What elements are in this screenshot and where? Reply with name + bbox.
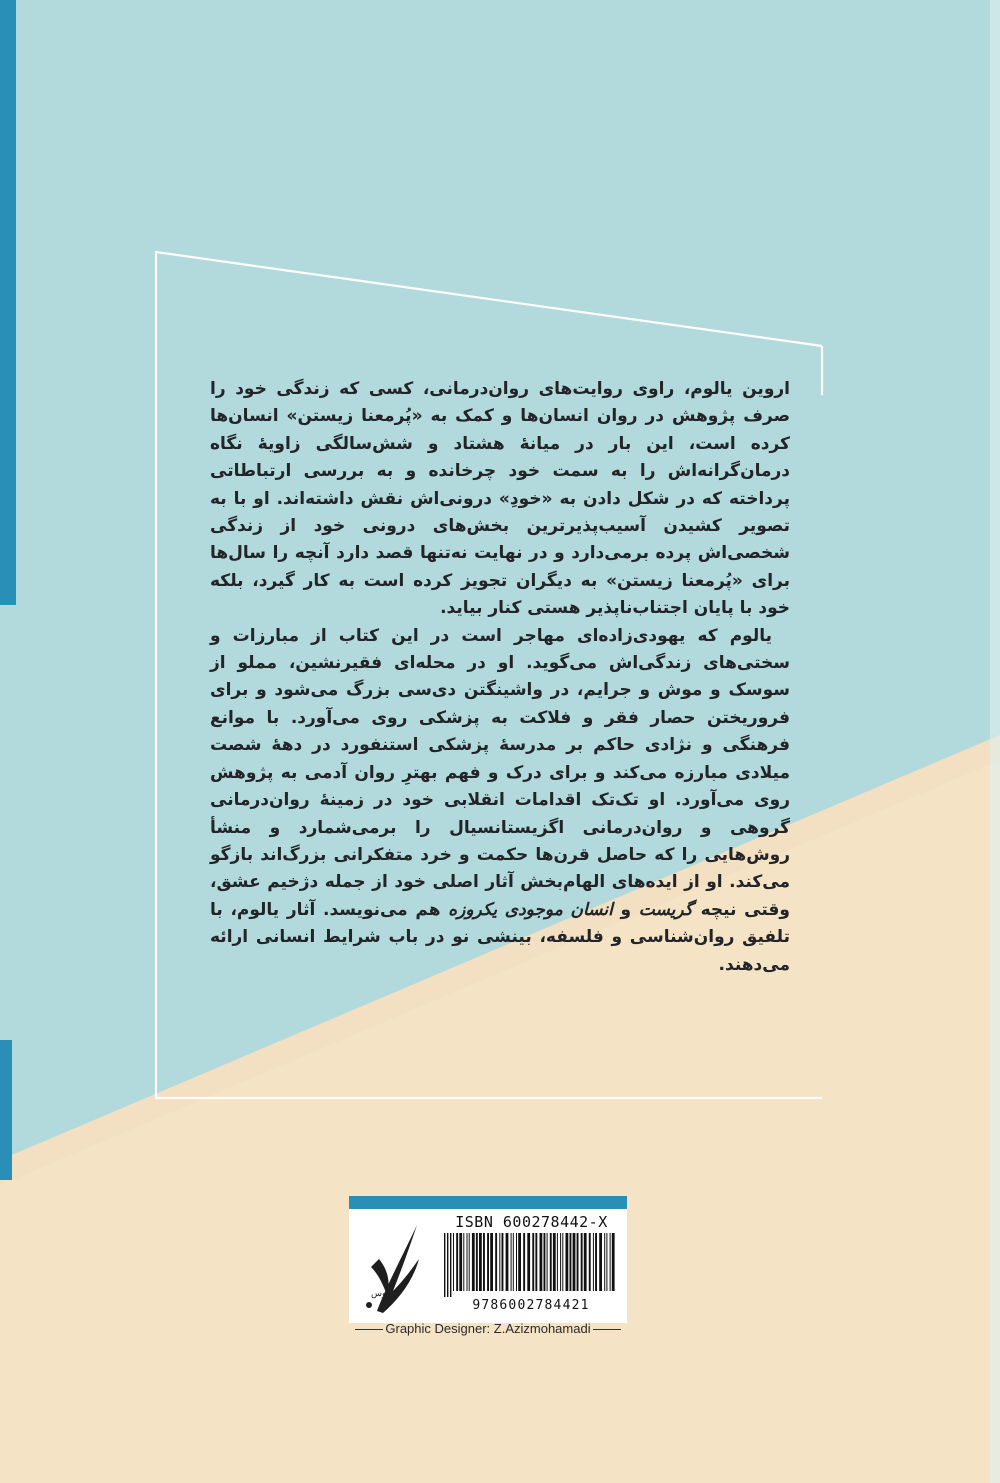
barcode-bar [490, 1233, 493, 1291]
barcode-bar [527, 1233, 530, 1291]
barcode-bar [523, 1233, 525, 1291]
barcode-bar [456, 1233, 458, 1291]
barcode-bar [476, 1233, 478, 1291]
paragraph-1: اروین یالوم، راوی روایت‌های روان‌درمانی، کسی که زندگی خود را صرف پژوهش در روان انسان‌ها و کمک به «پُرمعنا زیستن» انسان‌ها کرده است، این بار در میانهٔ هشتاد و شش‌سالگی زاویهٔ نگاه درمان‌گرانه‌اش را به سمت خود چرخانده و به بررسی ارتباطاتی پرداخته که در شکل دادن به «خودِ» درونی‌اش نقش داشته‌اند. او با به تصویر کشیدن آسیب‌پذیرترین بخش‌های درونی خود از زندگی شخصی‌اش پرده برمی‌دارد و در نهایت نه‌تنها قصد دارد آنچه را سال‌ها برای «پُرمعنا زیستن» به دیگران تجویز کرده است به کار گیرد، بلکه خود با پایان اجتناب‌ناپذیر هستی کنار بیاید. [210, 379, 790, 619]
barcode-bar [560, 1233, 561, 1291]
barcode-bar [513, 1233, 514, 1291]
publisher-name: ققنوس [371, 1289, 399, 1299]
barcode-bar [487, 1233, 489, 1291]
quill-pen-logo [357, 1219, 433, 1315]
barcode-bars [442, 1233, 620, 1297]
barcode-bar [459, 1233, 462, 1291]
barcode-bar [589, 1233, 591, 1291]
barcode-bar [467, 1233, 468, 1291]
barcode-bar [444, 1233, 445, 1297]
barcode-bar [604, 1233, 605, 1291]
paragraph-2: یالوم که یهودی‌زاده‌ای مهاجر است در این کتاب از مبارزات و سختی‌های زندگی‌اش می‌گوید. او در محله‌ای فقیرنشین، مملو از سوسک و موش و جرایم، در واشینگتن دی‌سی بزرگ می‌شود و برای فروریختن حصار فقر و فلاکت به پزشکی روی می‌آورد. با موانع فرهنگی و نژادی حاکم بر مدرسهٔ پزشکی استنفورد در دههٔ شصت میلادی مبارزه می‌کند و برای درک و فهم بهترِ روان آدمی به پژوهش روی می‌آورد. او تک‌تک اقدامات انقلابی خود در زمینهٔ روان‌درمانی گروهی و روان‌درمانی اگزیستانسیال را برمی‌شمارد و منشأ روش‌هایی را که حاصل قرن‌ها حکمت و خرد متفکرانی بزرگ‌اند بازگو می‌کند. او از ایده‌های الهام‌بخش آثار اصلی خود از جمله دژخیم عشق، وقتی نیچه گریست و انسان موجودی یکروزه هم می‌نویسد. آثار یالوم، با تلفیق روان‌شناسی و فلسفه، بینشی نو در باب شرایط انسانی ارائه می‌دهند. [210, 625, 791, 975]
barcode-bar [506, 1233, 509, 1291]
barcode-bar [483, 1233, 485, 1291]
barcode-bar [612, 1233, 615, 1291]
barcode-bar [577, 1233, 579, 1291]
barcode-bar [469, 1233, 470, 1291]
barcode-bar [450, 1233, 451, 1297]
barcode-bar [550, 1233, 552, 1291]
barcode-bar [544, 1233, 546, 1291]
barcode-bar [610, 1233, 611, 1291]
barcode-bar [518, 1233, 521, 1291]
barcode-bar [581, 1233, 583, 1291]
barcode-bar [535, 1233, 537, 1291]
barcode-bar [453, 1233, 454, 1291]
barcode-bar [479, 1233, 482, 1291]
barcode-bar [472, 1233, 475, 1291]
book-title-italic: گریست [638, 899, 693, 920]
ean-number: 9786002784421 [472, 1298, 590, 1313]
barcode-bar [562, 1233, 563, 1291]
barcode-bar [584, 1233, 587, 1291]
barcode-bar [595, 1233, 597, 1291]
barcode-bar [566, 1233, 569, 1291]
barcode-bar [593, 1233, 594, 1291]
barcode-bar [547, 1233, 548, 1291]
barcode-bar [606, 1233, 607, 1291]
barcode-bar [447, 1233, 448, 1297]
graphic-designer-credit: Graphic Designer: Z.Azizmohamadi [350, 1321, 626, 1336]
barcode-bar [495, 1233, 497, 1291]
barcode-bar [463, 1233, 464, 1291]
barcode-bar [570, 1233, 572, 1291]
isbn-barcode-box [349, 1196, 627, 1323]
barcode-bar [499, 1233, 500, 1291]
barcode-bar [573, 1233, 576, 1291]
barcode-bar [599, 1233, 602, 1291]
barcode-bar [516, 1233, 517, 1291]
book-title-italic: انسان موجودی یکروزه [448, 899, 613, 920]
barcode-bar [557, 1233, 558, 1291]
barcode-bar [532, 1233, 534, 1291]
barcode-bar [553, 1233, 556, 1291]
back-cover-description [210, 376, 790, 979]
barcode-bar [540, 1233, 543, 1291]
barcode-bar [502, 1233, 504, 1291]
barcode-bar [511, 1233, 512, 1291]
isbn-label: ISBN 600278442-X [455, 1213, 608, 1231]
